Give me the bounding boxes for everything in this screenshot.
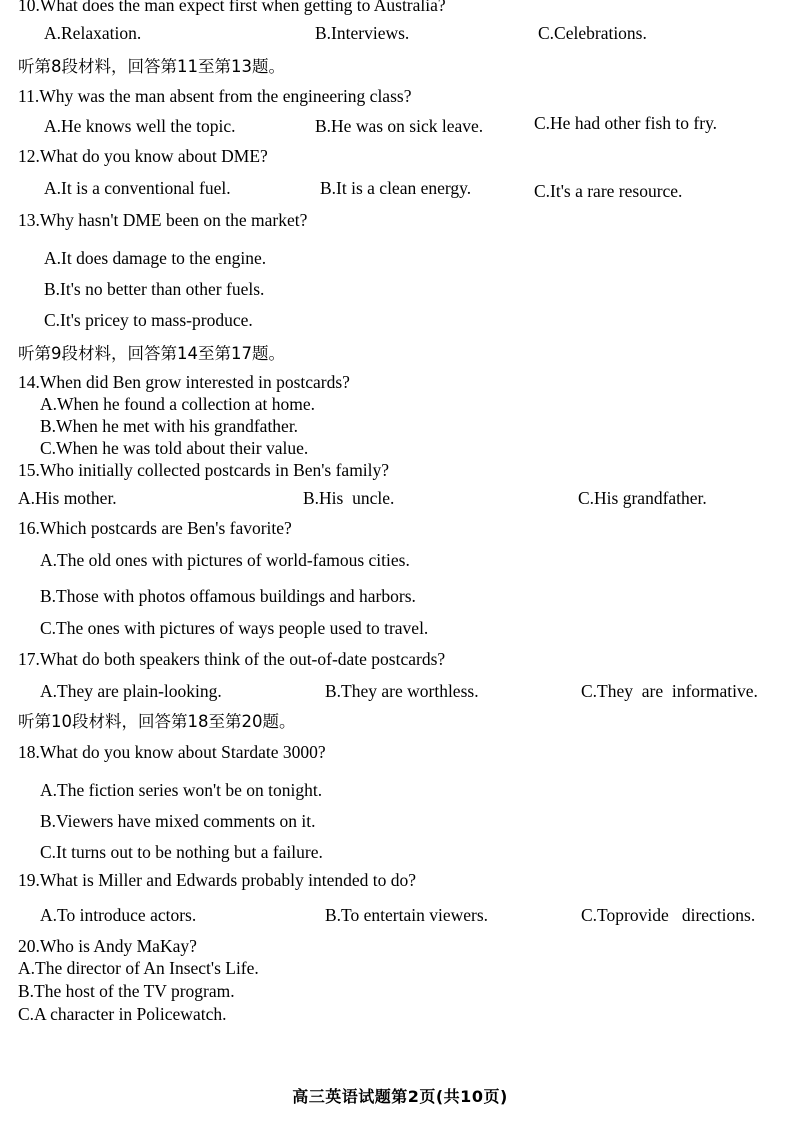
text-line-q17-a: A.They are plain-looking. xyxy=(40,681,222,701)
text-line-q16-b: B.Those with photos offamous buildings and harbors. xyxy=(40,586,416,606)
text-line-q19-b: B.To entertain viewers. xyxy=(325,905,489,925)
text-line-q12-a: A.It is a conventional fuel. xyxy=(44,178,231,198)
text-line-dir-10: 听第10段材料，回答第18至第20题。 xyxy=(18,712,296,731)
text-line-q14-a: A.When he found a collection at home. xyxy=(40,394,316,414)
text-line-q13-a: A.It does damage to the engine. xyxy=(44,248,267,268)
text-line-q10-c: C.Celebrations. xyxy=(538,23,647,43)
text-line-q16-a: A.The old ones with pictures of world-famous cities. xyxy=(40,550,410,570)
text-line-q12-c: C.It's a rare resource. xyxy=(534,181,683,201)
text-line-q11-c: C.He had other fish to fry. xyxy=(534,113,718,133)
text-line-q11-stem: 11.Why was the man absent from the engineering class? xyxy=(18,86,412,106)
text-line-q19-c: C.Toprovide directions. xyxy=(581,905,756,925)
text-line-q15-b: B.His uncle. xyxy=(303,488,395,508)
text-line-q20-b: B.The host of the TV program. xyxy=(18,981,235,1001)
text-line-q18-b: B.Viewers have mixed comments on it. xyxy=(40,811,316,831)
text-line-q15-a: A.His mother. xyxy=(18,488,117,508)
text-line-dir-9: 听第9段材料，回答第14至第17题。 xyxy=(18,344,285,363)
text-line-q11-a: A.He knows well the topic. xyxy=(44,116,236,136)
text-line-q15-c: C.His grandfather. xyxy=(578,488,707,508)
text-line-q16-c: C.The ones with pictures of ways people used to travel. xyxy=(40,618,429,638)
text-line-q18-c: C.It turns out to be nothing but a failure. xyxy=(40,842,323,862)
text-line-q12-b: B.It is a clean energy. xyxy=(320,178,472,198)
text-line-q12-stem: 12.What do you know about DME? xyxy=(18,146,268,166)
text-line-q17-c: C.They are informative. xyxy=(581,681,758,701)
text-line-q14-stem: 14.When did Ben grow interested in postcards? xyxy=(18,372,350,392)
text-line-q16-stem: 16.Which postcards are Ben's favorite? xyxy=(18,518,292,538)
text-line-q14-b: B.When he met with his grandfather. xyxy=(40,416,299,436)
text-line-q18-a: A.The fiction series won't be on tonight. xyxy=(40,780,323,800)
text-line-q10-b: B.Interviews. xyxy=(315,23,410,43)
text-line-q17-stem: 17.What do both speakers think of the out-of-date postcards? xyxy=(18,649,446,669)
text-line-q11-b: B.He was on sick leave. xyxy=(315,116,484,136)
text-line-q18-stem: 18.What do you know about Stardate 3000? xyxy=(18,742,326,762)
text-line-q19-stem: 19.What is Miller and Edwards probably intended to do? xyxy=(18,870,417,890)
text-line-q20-a: A.The director of An Insect's Life. xyxy=(18,958,259,978)
text-line-q10-a: A.Relaxation. xyxy=(44,23,142,43)
text-line-q10-stem: 10.What does the man expect first when getting to Australia? xyxy=(18,0,446,15)
text-line-q20-c: C.A character in Policewatch. xyxy=(18,1004,227,1024)
text-line-q17-b: B.They are worthless. xyxy=(325,681,479,701)
text-line-dir-8: 听第8段材料，回答第11至第13题。 xyxy=(18,57,285,76)
text-line-q13-c: C.It's pricey to mass-produce. xyxy=(44,310,253,330)
text-line-q13-stem: 13.Why hasn't DME been on the market? xyxy=(18,210,308,230)
text-line-q15-stem: 15.Who initially collected postcards in Ben's family? xyxy=(18,460,390,480)
text-line-q14-c: C.When he was told about their value. xyxy=(40,438,309,458)
text-line-q19-a: A.To introduce actors. xyxy=(40,905,197,925)
page-footer: 高三英语试题第2页(共10页) xyxy=(292,1087,508,1106)
text-line-q20-stem: 20.Who is Andy MaKay? xyxy=(18,936,197,956)
text-line-q13-b: B.It's no better than other fuels. xyxy=(44,279,265,299)
